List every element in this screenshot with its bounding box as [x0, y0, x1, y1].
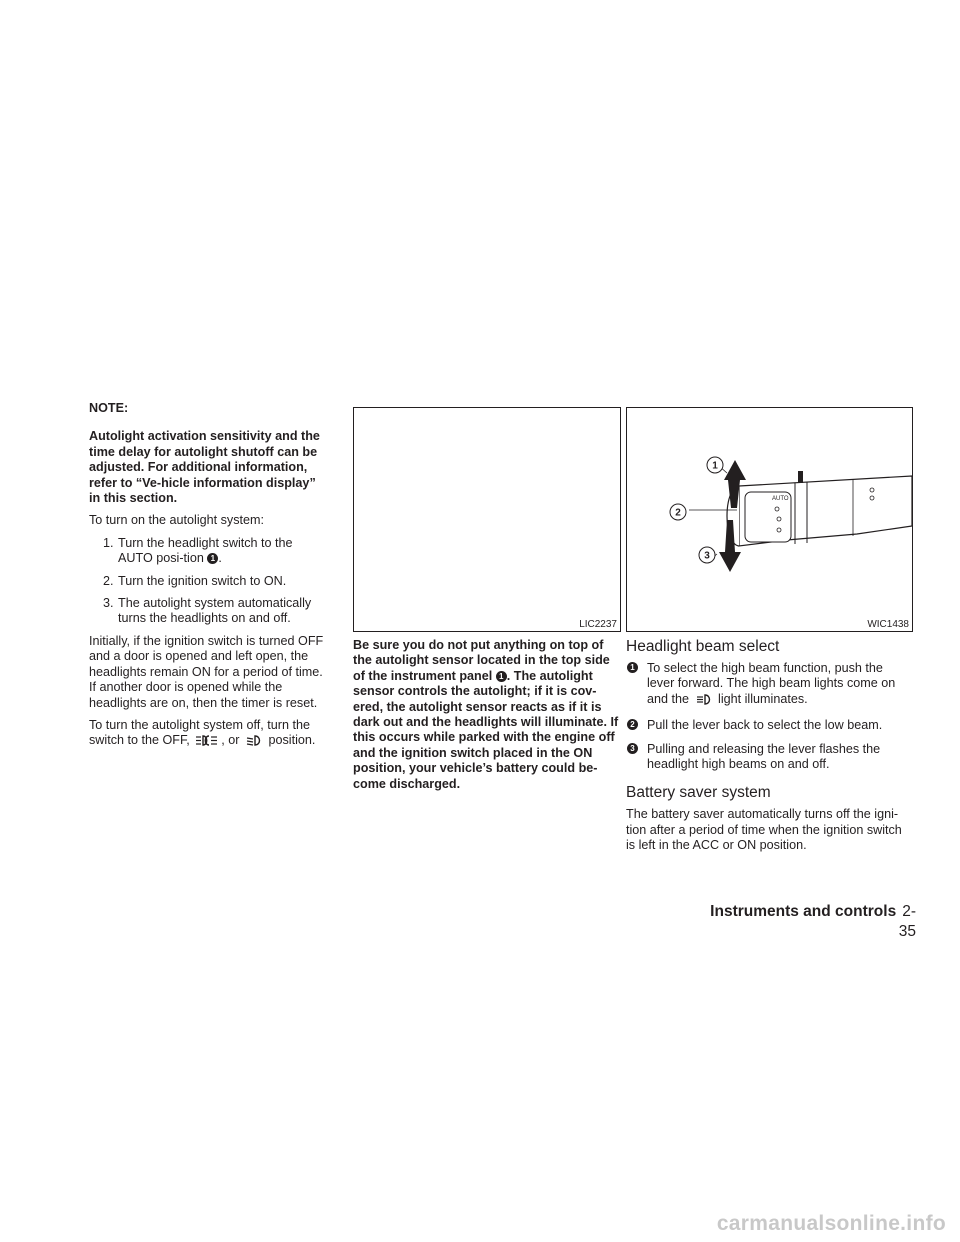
step-text: Turn the headlight switch to the AUTO posi-tion — [118, 535, 293, 566]
page-number: 2-35 — [898, 903, 916, 940]
list-item — [626, 661, 913, 710]
callout-marker: 1 — [496, 671, 507, 682]
list-item — [89, 536, 328, 567]
left-column — [89, 401, 328, 759]
note-heading: NOTE: — [89, 401, 129, 415]
high-beam-indicator-icon — [696, 693, 712, 710]
figure-code: WIC1438 — [867, 619, 909, 630]
headlight-icon — [246, 734, 262, 751]
item-text: Pull the lever back to select the low beam. — [647, 718, 883, 733]
callout-marker: 1 — [207, 553, 218, 564]
page-footer — [703, 902, 916, 942]
text-fragment: , or — [221, 733, 240, 748]
middle-column — [353, 407, 621, 799]
paragraph-off-instructions — [89, 718, 328, 752]
lever-illustration — [627, 408, 912, 618]
callout-marker: 2 — [627, 719, 638, 730]
figure-code: LIC2237 — [579, 619, 617, 630]
battery-saver-text: The battery saver automatically turns off the igni-tion after a period of time when the ignition switch is left in the ACC or ON position. — [626, 807, 902, 853]
step-text-end: . — [218, 551, 222, 566]
list-item — [626, 718, 913, 733]
item-text: To select the high beam function, push the lever forward. The high beam lights come on and the — [647, 661, 896, 706]
list-item — [89, 574, 328, 589]
step-text: The autolight system automatically turns the headlights on and off. — [118, 596, 312, 626]
note-text: Autolight activation sensitivity and the time delay for autolight shutoff can be adjusted. For additional information, refer to “Ve-hicle information display” in this section. — [89, 429, 320, 506]
item-text: Pulling and releasing the lever flashes the headlight high beams on and off. — [647, 741, 881, 772]
item-text-end: light illuminates. — [718, 691, 808, 706]
step-text: Turn the ignition switch to ON. — [118, 573, 287, 588]
right-column — [626, 407, 913, 861]
text-fragment: To turn the autolight system off, turn the switch to the OFF, — [89, 717, 310, 748]
footer-section-title: Instruments and controls — [710, 903, 897, 920]
step-number: 1. — [103, 535, 114, 550]
intro-text: To turn on the autolight system: — [89, 513, 265, 528]
steps-list — [89, 536, 328, 627]
paragraph: Initially, if the ignition switch is turned OFF and a door is opened and left open, the headlights remain ON for a period of time. If another door is opened while the headlights are on, then the timer is reset. — [89, 633, 324, 710]
callout-1: 1 — [712, 460, 718, 472]
list-item — [89, 596, 328, 627]
autolight-sensor-figure — [353, 407, 621, 632]
headlight-lever-figure — [626, 407, 913, 632]
callout-3: 3 — [704, 550, 710, 562]
watermark: carmanualsonline.info — [716, 1212, 946, 1235]
parking-light-icon — [196, 734, 218, 751]
callout-2: 2 — [675, 507, 681, 519]
step-number: 2. — [103, 573, 114, 588]
auto-label: AUTO — [772, 496, 789, 502]
step-number: 3. — [103, 596, 114, 611]
text-fragment: position. — [268, 733, 316, 748]
warning-text — [353, 638, 621, 792]
callout-marker: 1 — [627, 662, 638, 673]
section-heading: Headlight beam select — [626, 638, 780, 655]
warning-text-a: Be sure you do not put anything on top of the autolight sensor located in the top side of the instrument panel — [353, 638, 610, 683]
section-heading: Battery saver system — [626, 784, 771, 802]
callout-marker: 3 — [627, 743, 638, 754]
list-item — [626, 742, 913, 773]
warning-text-b: . The autolight sensor controls the autolight; if it is cov-ered, the autolight sensor reacts as if it is dark out and the headlights will illuminate. If this occurs while parked with the engine off and the ignition switch placed in the ON position, your vehicle’s battery could be-come discharged. — [353, 668, 619, 791]
